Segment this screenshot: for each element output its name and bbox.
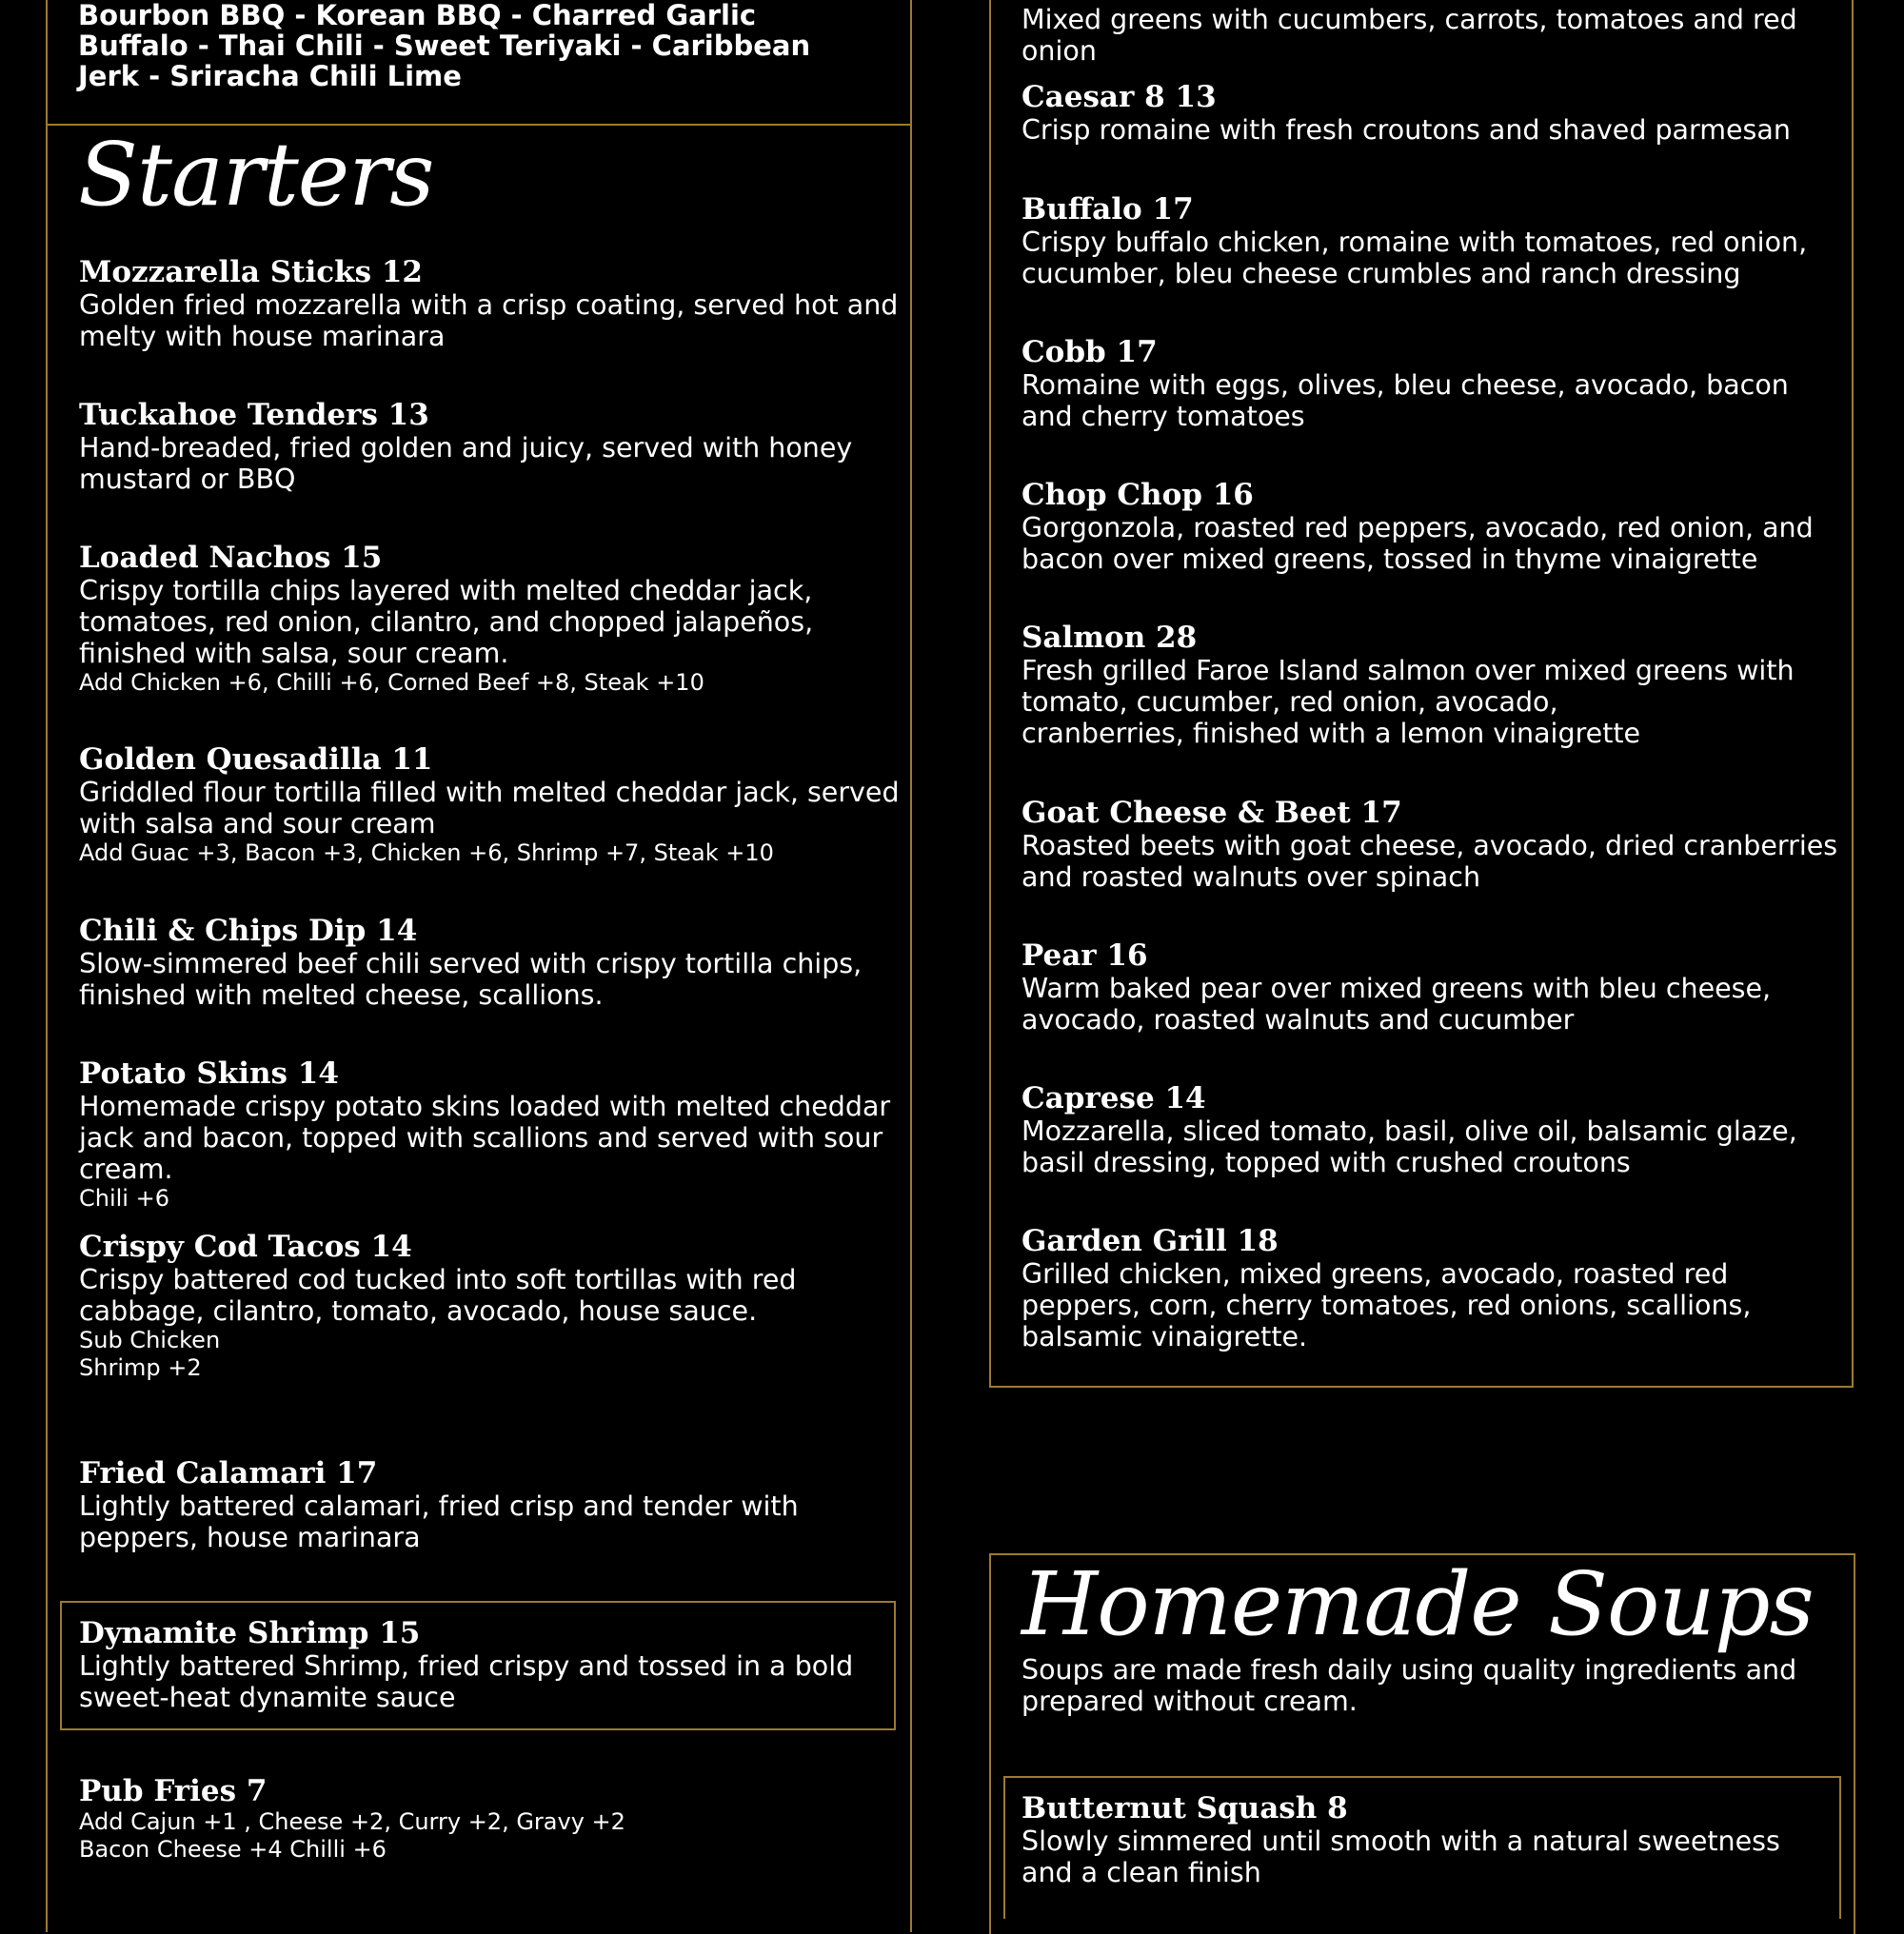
soups-title: Homemade Soups (1021, 1553, 1814, 1655)
menu-item-butternut-squash (1021, 1791, 1831, 1888)
item-addons: Add Chicken +6, Chilli +6, Corned Beef +8, Steak +10 (79, 669, 704, 696)
item-name: Cobb 17 (1021, 335, 1158, 369)
menu-item-pub-fries (79, 1774, 917, 1864)
menu-item-golden-quesadilla (79, 742, 917, 867)
item-description: Crispy buffalo chicken, romaine with tomatoes, red onion, cucumber, bleu cheese crumbles and ranch dressing (1021, 227, 1808, 289)
item-name: Loaded Nachos 15 (79, 541, 383, 575)
item-description: Fresh grilled Faroe Island salmon over mixed greens with tomato, cucumber, red onion, avocado, cranberries, finished with a lemon vinaigrette (1021, 655, 1795, 749)
item-name: Tuckahoe Tenders 13 (79, 398, 429, 432)
item-addons: Add Guac +3, Bacon +3, Chicken +6, Shrimp +7, Steak +10 (79, 839, 774, 866)
item-description: Warm baked pear over mixed greens with bleu cheese, avocado, roasted walnuts and cucumber (1021, 973, 1772, 1036)
item-description: Griddled flour tortilla filled with melted cheddar jack, served with salsa and sour cream (79, 777, 900, 839)
menu-item-chop-chop (1021, 478, 1840, 575)
item-name: Mozzarella Sticks 12 (79, 255, 423, 289)
menu-item-salmon (1021, 621, 1840, 749)
soups-intro: Soups are made fresh daily using quality ingredients and prepared without cream. (1021, 1654, 1797, 1717)
menu-item-buffalo (1021, 192, 1840, 289)
item-description: Roasted beets with goat cheese, avocado, dried cranberries and roasted walnuts over spinach (1021, 830, 1838, 893)
item-addons: Chili +6 (79, 1185, 169, 1212)
item-description: Crisp romaine with fresh croutons and shaved parmesan (1021, 114, 1791, 146)
menu-item-chili-chips-dip (79, 914, 917, 1011)
item-addons: Sub Chicken Shrimp +2 (79, 1327, 221, 1381)
item-description: Mixed greens with cucumbers, carrots, tomatoes and red onion (1021, 4, 1797, 67)
item-name: Butternut Squash 8 (1021, 1791, 1348, 1825)
item-description: Slowly simmered until smooth with a natural sweetness and a clean finish (1021, 1825, 1780, 1888)
item-name: Pub Fries 7 (79, 1774, 268, 1808)
menu-item-tuckahoe-tenders (79, 398, 917, 495)
menu-item-goat-cheese-beet (1021, 796, 1840, 893)
item-name: Fried Calamari 17 (79, 1456, 378, 1490)
menu-item-caesar (1021, 80, 1840, 146)
item-name: Caprese 14 (1021, 1081, 1206, 1115)
item-name: Salmon 28 (1021, 621, 1198, 655)
menu-item-fried-calamari (79, 1456, 917, 1553)
item-name: Potato Skins 14 (79, 1056, 339, 1091)
item-description: Romaine with eggs, olives, bleu cheese, avocado, bacon and cherry tomatoes (1021, 369, 1789, 432)
item-name: Goat Cheese & Beet 17 (1021, 796, 1402, 830)
menu-item-crispy-cod-tacos (79, 1230, 917, 1382)
item-description: Crispy tortilla chips layered with melted cheddar jack, tomatoes, red onion, cilantro, and chopped jalapeños, finished with salsa, sour cream. (79, 575, 814, 669)
item-name: Dynamite Shrimp 15 (79, 1616, 421, 1650)
menu-item-pear (1021, 938, 1840, 1036)
item-description: Golden fried mozzarella with a crisp coating, served hot and melty with house marinara (79, 289, 899, 352)
item-description: Gorgonzola, roasted red peppers, avocado, red onion, and bacon over mixed greens, tossed in thyme vinaigrette (1021, 512, 1814, 575)
menu-item-caprese (1021, 1081, 1840, 1178)
item-description: Slow-simmered beef chili served with crispy tortilla chips, finished with melted cheese, scallions. (79, 948, 863, 1011)
item-name: Chili & Chips Dip 14 (79, 914, 418, 948)
item-description: Grilled chicken, mixed greens, avocado, roasted red peppers, corn, cherry tomatoes, red onions, scallions, balsamic vinaigrette. (1021, 1258, 1752, 1352)
starters-title: Starters (78, 124, 434, 226)
item-addons: Add Cajun +1 , Cheese +2, Curry +2, Gravy +2 Bacon Cheese +4 Chilli +6 (79, 1808, 625, 1863)
item-description: Homemade crispy potato skins loaded with melted cheddar jack and bacon, topped with scallions and served with sour cream. (79, 1091, 891, 1185)
item-name: Chop Chop 16 (1021, 478, 1254, 512)
item-name: Buffalo 17 (1021, 192, 1194, 227)
menu-item-house-salad (1021, 4, 1840, 67)
item-name: Pear 16 (1021, 938, 1148, 973)
menu-item-garden-grill (1021, 1224, 1840, 1352)
menu-item-loaded-nachos (79, 541, 917, 697)
menu-item-mozzarella-sticks (79, 255, 917, 352)
sauce-list: Bourbon BBQ - Korean BBQ - Charred Garlic Buffalo - Thai Chili - Sweet Teriyaki - Caribbean Jerk - Sriracha Chili Lime (78, 0, 811, 92)
item-description: Lightly battered Shrimp, fried crispy and tossed in a bold sweet-heat dynamite sauce (79, 1650, 854, 1713)
item-description: Mozzarella, sliced tomato, basil, olive oil, balsamic glaze, basil dressing, topped with crushed croutons (1021, 1115, 1797, 1178)
item-name: Caesar 8 13 (1021, 80, 1217, 114)
menu-item-dynamite-shrimp (79, 1616, 917, 1713)
item-name: Crispy Cod Tacos 14 (79, 1230, 412, 1264)
item-name: Garden Grill 18 (1021, 1224, 1279, 1258)
item-description: Crispy battered cod tucked into soft tortillas with red cabbage, cilantro, tomato, avocado, house sauce. (79, 1264, 797, 1327)
menu-item-potato-skins (79, 1056, 917, 1213)
item-description: Lightly battered calamari, fried crisp and tender with peppers, house marinara (79, 1490, 799, 1553)
menu-item-cobb (1021, 335, 1840, 432)
item-name: Golden Quesadilla 11 (79, 742, 433, 777)
item-description: Hand-breaded, fried golden and juicy, served with honey mustard or BBQ (79, 432, 853, 495)
